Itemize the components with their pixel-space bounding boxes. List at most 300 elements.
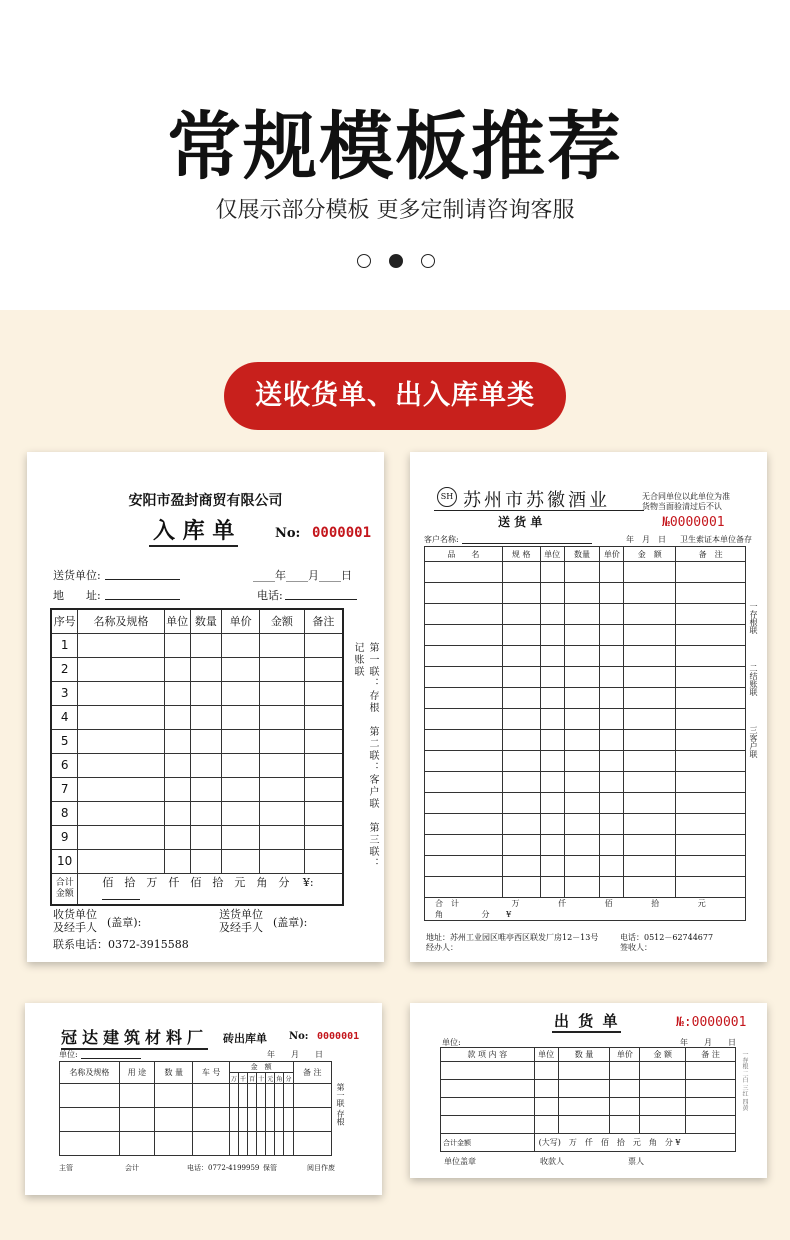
- handler-label: 经办人：: [426, 943, 458, 952]
- money-col-header: 千: [238, 1073, 247, 1084]
- supplier-label: 送货单位:: [53, 569, 101, 582]
- table-cell: [564, 688, 600, 709]
- row-number: 6: [51, 753, 78, 777]
- table-row: [60, 1108, 332, 1132]
- table-cell: [610, 1080, 640, 1098]
- unit-yuan: 元: [697, 899, 706, 908]
- table-cell: [260, 705, 305, 729]
- col-header: 名称及规格: [78, 609, 164, 633]
- copy-note: 第一联 存根: [336, 1083, 345, 1126]
- serial-number: №:0000001: [676, 1015, 747, 1030]
- table-cell: [441, 1080, 535, 1098]
- sender-seal: (盖章):: [273, 916, 308, 929]
- table-cell: [610, 1062, 640, 1080]
- table-cell: [564, 856, 600, 877]
- form-title: 送 货 单: [498, 515, 543, 529]
- table-cell: [540, 604, 564, 625]
- contact-phone: 联系电话：0372-3915588: [53, 938, 189, 951]
- table-cell: [190, 849, 222, 873]
- table-cell: [676, 856, 746, 877]
- table-cell: [304, 777, 343, 801]
- address-line: [105, 599, 180, 600]
- total-label: 合 计: [435, 899, 459, 908]
- form-title: 入 库 单: [149, 514, 238, 547]
- table-cell: [540, 793, 564, 814]
- table-cell: [676, 772, 746, 793]
- table-row: [425, 793, 746, 814]
- table-cell: [164, 657, 190, 681]
- supplier-line: [105, 579, 180, 580]
- row-number: 3: [51, 681, 78, 705]
- contract-note: 无合同单位以此单位为准 货物当面验清过后不认: [642, 492, 730, 511]
- table-cell: [624, 646, 676, 667]
- table-cell: [540, 856, 564, 877]
- footer-manager: 主管: [59, 1164, 73, 1172]
- template-card-outbound[interactable]: [410, 1003, 767, 1178]
- table-row: [51, 849, 343, 873]
- total-text: (大写) 万 仟 佰 拾 元 角 分 ¥: [534, 1134, 735, 1152]
- table-cell: [222, 849, 260, 873]
- table-cell: [304, 705, 343, 729]
- table-row: [51, 705, 343, 729]
- table-cell: [78, 657, 164, 681]
- table-cell: [686, 1062, 736, 1080]
- table-cell: [260, 777, 305, 801]
- table-row: [425, 604, 746, 625]
- col-header: 名称及规格: [60, 1062, 120, 1084]
- table-cell: [238, 1084, 247, 1108]
- table-cell: [425, 730, 503, 751]
- number-label: No:: [289, 1031, 309, 1042]
- footer-issuer: 票人: [628, 1157, 644, 1166]
- table-cell: [190, 753, 222, 777]
- table-row: [425, 625, 746, 646]
- table-cell: [676, 667, 746, 688]
- table-cell: [222, 633, 260, 657]
- table-cell: [60, 1108, 120, 1132]
- table-cell: [558, 1116, 610, 1134]
- table-cell: [78, 825, 164, 849]
- delivery-table: [424, 546, 746, 921]
- table-cell: [502, 730, 540, 751]
- table-cell: [540, 772, 564, 793]
- customer-line: [462, 543, 592, 544]
- table-cell: [229, 1108, 238, 1132]
- table-cell: [540, 751, 564, 772]
- table-cell: [293, 1084, 332, 1108]
- table-cell: [600, 583, 624, 604]
- unit-bai: 佰: [604, 899, 613, 908]
- table-cell: [425, 814, 503, 835]
- table-cell: [119, 1084, 154, 1108]
- table-cell: [304, 681, 343, 705]
- footer-payee: 收款人: [540, 1157, 564, 1166]
- amount-units: 佰 拾 万 仟 佰 拾 元 角 分: [102, 876, 290, 890]
- col-header: 备注: [304, 609, 343, 633]
- table-row: [425, 646, 746, 667]
- table-cell: [190, 801, 222, 825]
- col-header: 数 量: [155, 1062, 193, 1084]
- table-cell: [676, 646, 746, 667]
- table-cell: [534, 1080, 558, 1098]
- table-cell: [425, 835, 503, 856]
- table-cell: [624, 730, 676, 751]
- table-row: [425, 709, 746, 730]
- table-cell: [558, 1098, 610, 1116]
- table-cell: [676, 625, 746, 646]
- table-row: [425, 814, 746, 835]
- table-cell: [502, 751, 540, 772]
- table-cell: [624, 856, 676, 877]
- table-cell: [600, 877, 624, 898]
- money-col-header: 万: [229, 1073, 238, 1084]
- yen-line: [102, 899, 140, 900]
- table-cell: [624, 709, 676, 730]
- table-cell: [540, 583, 564, 604]
- table-cell: [260, 753, 305, 777]
- table-cell: [564, 772, 600, 793]
- money-col-header: 百: [248, 1073, 257, 1084]
- template-card-building[interactable]: [25, 1003, 382, 1195]
- table-cell: [676, 709, 746, 730]
- table-cell: [304, 633, 343, 657]
- table-cell: [260, 729, 305, 753]
- table-cell: [266, 1108, 275, 1132]
- row-number: 9: [51, 825, 78, 849]
- table-cell: [425, 583, 503, 604]
- table-header-row: [441, 1048, 736, 1062]
- table-cell: [502, 709, 540, 730]
- table-cell: [248, 1132, 257, 1156]
- table-cell: [222, 825, 260, 849]
- carousel-dot-3[interactable]: [421, 254, 435, 268]
- hero-section: [0, 0, 790, 310]
- table-cell: [564, 814, 600, 835]
- table-cell: [119, 1132, 154, 1156]
- unit-qian: 仟: [558, 899, 567, 908]
- carousel-dot-1[interactable]: [357, 254, 371, 268]
- table-cell: [600, 667, 624, 688]
- table-cell: [600, 730, 624, 751]
- table-cell: [425, 877, 503, 898]
- row-number: 5: [51, 729, 78, 753]
- table-header-row: [51, 609, 343, 633]
- sender-label: 送货单位 及经手人: [219, 908, 263, 934]
- table-row: [51, 825, 343, 849]
- table-cell: [640, 1062, 686, 1080]
- footer-phone: 电话：0772-4199959: [187, 1164, 260, 1172]
- table-cell: [600, 625, 624, 646]
- table-row: [425, 667, 746, 688]
- col-header: 金 额: [624, 547, 676, 562]
- table-cell: [78, 681, 164, 705]
- table-cell: [425, 625, 503, 646]
- unit-fen: 分: [481, 910, 490, 919]
- table-row: [51, 681, 343, 705]
- table-cell: [275, 1108, 284, 1132]
- col-header: 单位: [534, 1048, 558, 1062]
- table-cell: [564, 625, 600, 646]
- outbound-table: [440, 1047, 736, 1152]
- copy-notes: 第一联：存根 第二联：客户联 第三联：记账联: [352, 642, 378, 870]
- table-cell: [624, 583, 676, 604]
- row-number: 4: [51, 705, 78, 729]
- table-row: [441, 1062, 736, 1080]
- table-cell: [193, 1132, 229, 1156]
- table-cell: [164, 825, 190, 849]
- table-cell: [540, 646, 564, 667]
- table-cell: [564, 562, 600, 583]
- table-cell: [676, 751, 746, 772]
- table-cell: [624, 835, 676, 856]
- table-cell: [540, 709, 564, 730]
- page-title: 常规模板推荐: [167, 104, 623, 190]
- table-cell: [564, 646, 600, 667]
- table-cell: [686, 1116, 736, 1134]
- table-cell: [275, 1084, 284, 1108]
- table-cell: [600, 562, 624, 583]
- table-cell: [624, 877, 676, 898]
- table-cell: [164, 729, 190, 753]
- customer-label: 客户名称:: [424, 535, 459, 544]
- table-cell: [600, 793, 624, 814]
- row-number: 8: [51, 801, 78, 825]
- table-cell: [425, 646, 503, 667]
- table-header-row: [60, 1062, 332, 1073]
- table-cell: [624, 604, 676, 625]
- table-cell: [624, 814, 676, 835]
- serial-number: 0000001: [312, 525, 372, 541]
- table-cell: [564, 877, 600, 898]
- table-cell: [155, 1108, 193, 1132]
- table-cell: [425, 562, 503, 583]
- table-cell: [564, 793, 600, 814]
- table-cell: [78, 633, 164, 657]
- address-label: 地 址:: [53, 589, 101, 602]
- col-header: 备 注: [293, 1062, 332, 1084]
- total-label: 合计金额: [51, 873, 78, 905]
- table-row: [425, 730, 746, 751]
- footer-seal: 单位盖章: [444, 1157, 476, 1166]
- col-header: 单价: [600, 547, 624, 562]
- phone: 电话：0512－62744677: [620, 933, 714, 942]
- table-cell: [540, 667, 564, 688]
- col-header: 车 号: [193, 1062, 229, 1084]
- table-cell: [164, 681, 190, 705]
- serial-number: №0000001: [662, 515, 725, 530]
- table-cell: [540, 814, 564, 835]
- company-name: 安阳市盈封商贸有限公司: [128, 493, 283, 509]
- table-cell: [610, 1116, 640, 1134]
- footer-keeper: 保管: [263, 1164, 277, 1172]
- table-cell: [190, 657, 222, 681]
- unit-label: 单位:: [442, 1038, 461, 1047]
- table-row: [51, 729, 343, 753]
- table-cell: [78, 777, 164, 801]
- side-note-3: 三客户联: [749, 726, 758, 758]
- table-cell: [190, 729, 222, 753]
- col-header: 金 额: [229, 1062, 293, 1073]
- template-card-inbound[interactable]: [27, 452, 384, 962]
- table-cell: [293, 1108, 332, 1132]
- table-cell: [238, 1108, 247, 1132]
- table-cell: [441, 1116, 535, 1134]
- table-cell: [441, 1098, 535, 1116]
- table-cell: [222, 729, 260, 753]
- row-number: 7: [51, 777, 78, 801]
- table-row: [425, 877, 746, 898]
- table-cell: [564, 709, 600, 730]
- table-cell: [610, 1098, 640, 1116]
- date-label: 年 月 日: [680, 1038, 736, 1047]
- table-cell: [676, 730, 746, 751]
- table-cell: [425, 667, 503, 688]
- row-number: 1: [51, 633, 78, 657]
- hygiene-note: 卫生索证本单位备存: [680, 535, 752, 544]
- table-cell: [284, 1108, 293, 1132]
- table-row: [425, 688, 746, 709]
- yen-label: ¥:: [302, 876, 314, 890]
- table-row: [441, 1080, 736, 1098]
- total-row: [425, 898, 746, 921]
- table-row: [425, 835, 746, 856]
- table-cell: [425, 772, 503, 793]
- table-header-row: [425, 547, 746, 562]
- table-row: [60, 1132, 332, 1156]
- table-cell: [564, 751, 600, 772]
- col-header: 金额: [260, 609, 305, 633]
- table-cell: [540, 688, 564, 709]
- table-cell: [60, 1084, 120, 1108]
- table-cell: [564, 835, 600, 856]
- col-header: 数 量: [558, 1048, 610, 1062]
- carousel-dot-2[interactable]: [389, 254, 403, 268]
- table-cell: [640, 1116, 686, 1134]
- side-note-1: 一存根联: [749, 602, 758, 634]
- company-name: 苏州市苏徽酒业: [463, 490, 610, 511]
- table-cell: [600, 814, 624, 835]
- table-cell: [78, 705, 164, 729]
- table-cell: [293, 1132, 332, 1156]
- table-cell: [304, 657, 343, 681]
- date-label: 年 月 日: [267, 1050, 323, 1059]
- date-label: ____年____月____日: [253, 569, 352, 582]
- table-cell: [502, 562, 540, 583]
- table-cell: [164, 753, 190, 777]
- table-row: [425, 562, 746, 583]
- table-cell: [257, 1108, 266, 1132]
- table-cell: [260, 633, 305, 657]
- table-cell: [119, 1108, 154, 1132]
- col-header: 序号: [51, 609, 78, 633]
- table-cell: [676, 583, 746, 604]
- table-cell: [222, 705, 260, 729]
- table-cell: [260, 681, 305, 705]
- table-cell: [624, 751, 676, 772]
- table-cell: [676, 562, 746, 583]
- template-card-delivery[interactable]: [410, 452, 767, 962]
- table-cell: [502, 814, 540, 835]
- unit-wan: 万: [511, 899, 520, 908]
- table-cell: [502, 667, 540, 688]
- table-row: [51, 633, 343, 657]
- unit-label: 单位:: [59, 1050, 78, 1059]
- table-cell: [164, 801, 190, 825]
- col-header: 用 途: [119, 1062, 154, 1084]
- table-cell: [502, 625, 540, 646]
- table-cell: [229, 1084, 238, 1108]
- table-row: [425, 751, 746, 772]
- table-cell: [266, 1084, 275, 1108]
- table-cell: [155, 1084, 193, 1108]
- col-header: 备 注: [676, 547, 746, 562]
- table-cell: [564, 667, 600, 688]
- col-header: 品 名: [425, 547, 503, 562]
- col-header: 单价: [222, 609, 260, 633]
- table-cell: [164, 777, 190, 801]
- table-cell: [425, 688, 503, 709]
- money-col-header: 角: [275, 1073, 284, 1084]
- inbound-table: [50, 608, 344, 906]
- table-cell: [502, 835, 540, 856]
- total-row: [51, 873, 343, 905]
- phone-label: 电话:: [257, 589, 283, 602]
- table-cell: [502, 856, 540, 877]
- table-row: [441, 1116, 736, 1134]
- yen-label: ¥: [506, 910, 512, 919]
- table-cell: [686, 1080, 736, 1098]
- total-label: 合计金额: [441, 1134, 535, 1152]
- col-header: 备 注: [686, 1048, 736, 1062]
- col-header: 规 格: [502, 547, 540, 562]
- table-row: [51, 801, 343, 825]
- col-header: 款 项 内 容: [441, 1048, 535, 1062]
- money-col-header: 十: [257, 1073, 266, 1084]
- table-cell: [260, 849, 305, 873]
- table-cell: [600, 856, 624, 877]
- category-pill[interactable]: 送收货单、出入库单类: [224, 362, 566, 430]
- table-cell: [600, 646, 624, 667]
- table-cell: [222, 657, 260, 681]
- table-cell: [534, 1098, 558, 1116]
- table-cell: [624, 625, 676, 646]
- unit-jiao: 角: [435, 910, 443, 919]
- table-cell: [190, 705, 222, 729]
- table-cell: [222, 681, 260, 705]
- table-cell: [304, 849, 343, 873]
- col-header: 单价: [610, 1048, 640, 1062]
- col-header: 金 额: [640, 1048, 686, 1062]
- receiver-seal: (盖章):: [107, 916, 142, 929]
- col-header: 单位: [164, 609, 190, 633]
- table-cell: [676, 877, 746, 898]
- table-row: [425, 583, 746, 604]
- col-header: 数量: [564, 547, 600, 562]
- table-cell: [304, 729, 343, 753]
- table-cell: [190, 777, 222, 801]
- table-cell: [248, 1108, 257, 1132]
- table-cell: [190, 825, 222, 849]
- table-cell: [222, 777, 260, 801]
- table-cell: [425, 751, 503, 772]
- building-table: [59, 1061, 332, 1156]
- table-cell: [193, 1108, 229, 1132]
- table-cell: [686, 1098, 736, 1116]
- table-cell: [502, 793, 540, 814]
- total-amount-cell: [78, 873, 343, 905]
- table-cell: [502, 646, 540, 667]
- table-cell: [600, 835, 624, 856]
